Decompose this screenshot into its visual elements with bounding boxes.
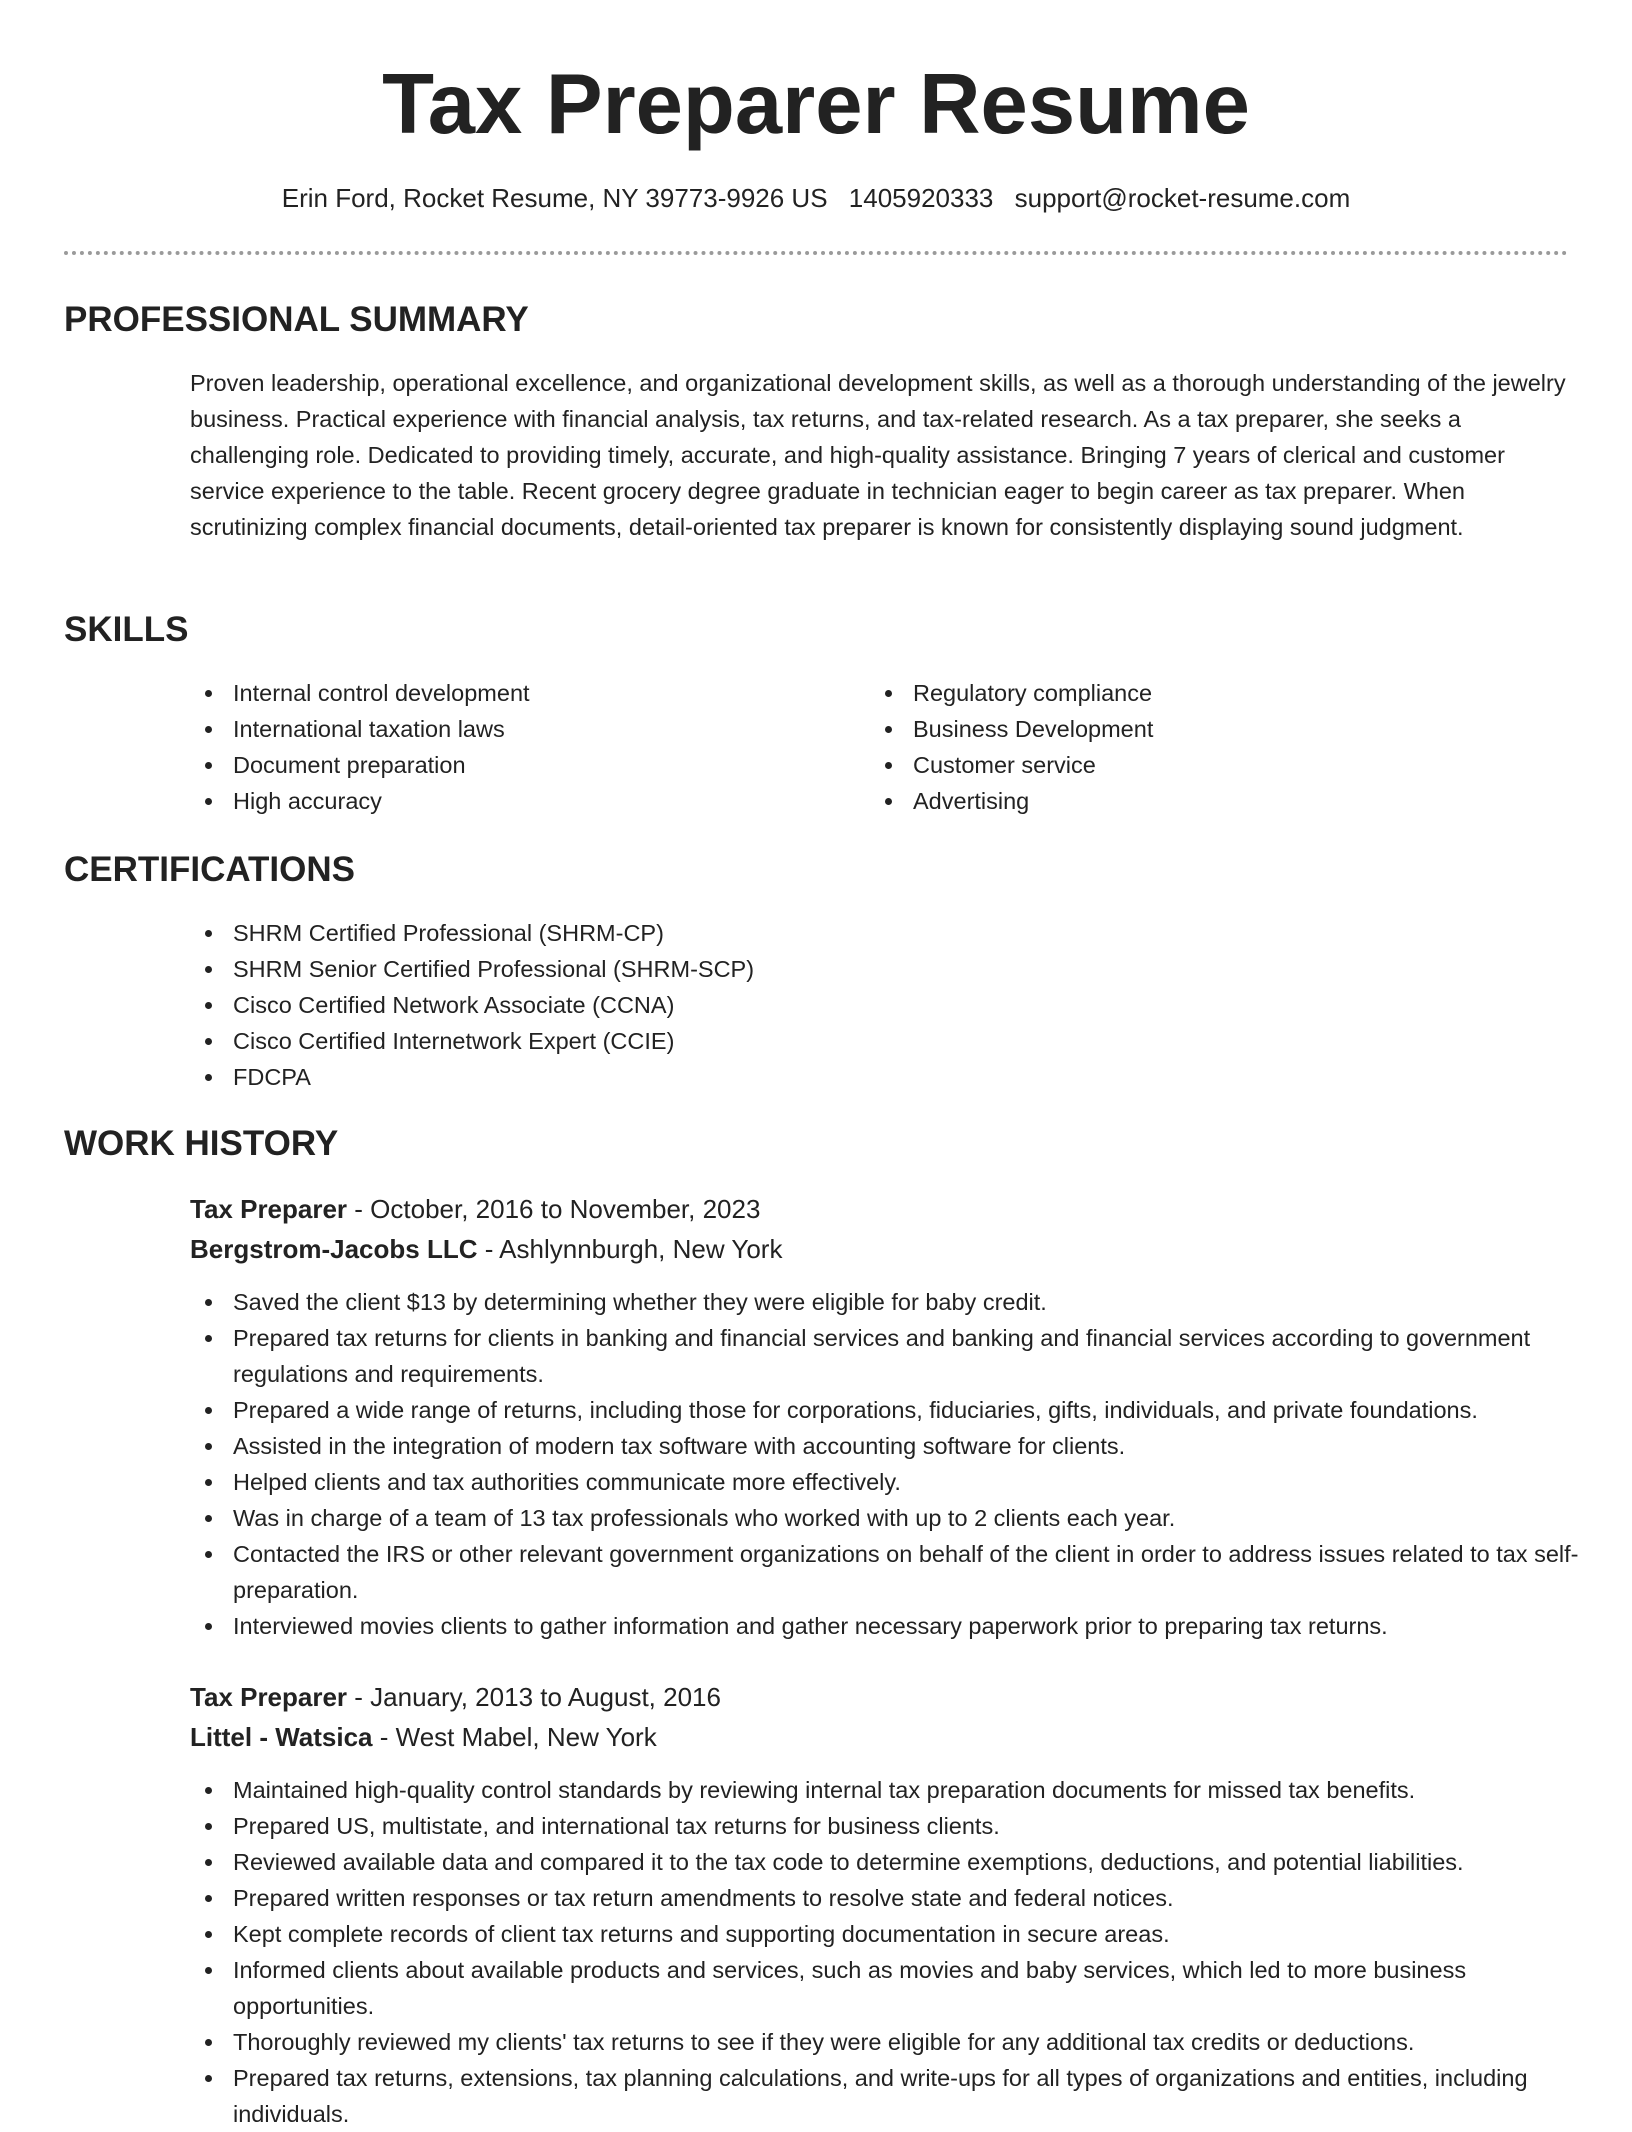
list-item: Saved the client $13 by determining whether they were eligible for baby credit. (190, 1284, 1580, 1320)
list-item: International taxation laws (190, 711, 830, 747)
job-1-company-line (190, 1231, 782, 1267)
resume-title: Tax Preparer Resume (382, 57, 1250, 152)
job-1-location: - Ashlynnburgh, New York (477, 1234, 783, 1264)
list-item: Prepared written responses or tax return amendments to resolve state and federal notices. (190, 1880, 1580, 1916)
list-item: Cisco Certified Internetwork Expert (CCIE) (190, 1023, 754, 1059)
job-2-company: Littel - Watsica (190, 1722, 373, 1752)
list-item: Cisco Certified Network Associate (CCNA) (190, 987, 754, 1023)
skills-list-left (190, 675, 830, 819)
list-item: SHRM Certified Professional (SHRM-CP) (190, 915, 754, 951)
job-1-bullets (190, 1284, 1580, 1644)
list-item: FDCPA (190, 1059, 754, 1095)
list-item: Contacted the IRS or other relevant government organizations on behalf of the client in order to address issues related to tax self-preparation. (190, 1536, 1580, 1608)
list-item: Customer service (870, 747, 1510, 783)
summary-heading: PROFESSIONAL SUMMARY (64, 300, 529, 339)
certifications-list (190, 915, 754, 1095)
work-history-heading: WORK HISTORY (64, 1124, 339, 1163)
list-item: Thoroughly reviewed my clients' tax returns to see if they were eligible for any additional tax credits or deductions. (190, 2024, 1580, 2060)
list-item: Prepared tax returns for clients in banking and financial services and banking and financial services according to government regulations and requirements. (190, 1320, 1580, 1392)
list-item: Reviewed available data and compared it to the tax code to determine exemptions, deductions, and potential liabilities. (190, 1844, 1580, 1880)
list-item: Was in charge of a team of 13 tax professionals who worked with up to 2 clients each year. (190, 1500, 1580, 1536)
list-item: Advertising (870, 783, 1510, 819)
skills-list-right (870, 675, 1510, 819)
job-1-dates: - October, 2016 to November, 2023 (347, 1194, 761, 1224)
contact-line (0, 180, 1632, 216)
job-1-title: Tax Preparer (190, 1194, 348, 1224)
list-item: Prepared a wide range of returns, including those for corporations, fiduciaries, gifts, individuals, and private foundations. (190, 1392, 1580, 1428)
list-item: Interviewed movies clients to gather information and gather necessary paperwork prior to preparing tax returns. (190, 1608, 1580, 1644)
list-item: Internal control development (190, 675, 830, 711)
job-2-location: - West Mabel, New York (372, 1722, 657, 1752)
job-2-title: Tax Preparer (190, 1682, 348, 1712)
contact-email[interactable]: support@rocket-resume.com (1014, 183, 1351, 213)
list-item: Document preparation (190, 747, 830, 783)
skills-heading: SKILLS (64, 610, 189, 649)
certifications-heading: CERTIFICATIONS (64, 850, 356, 889)
header-divider (64, 251, 1568, 255)
list-item: Maintained high-quality control standards by reviewing internal tax preparation documents for missed tax benefits. (190, 1772, 1580, 1808)
contact-phone: 1405920333 (848, 183, 994, 213)
job-2-company-line (190, 1719, 657, 1755)
list-item: High accuracy (190, 783, 830, 819)
summary-text: Proven leadership, operational excellence, and organizational development skills, as well as a thorough understanding of the jewelry business. Practical experience with financial analysis, tax returns, and tax-related research. As a tax preparer, she seeks a challenging role. Dedicated to providing timely, accurate, and high-quality assistance. Bringing 7 years of clerical and customer service experience to the table. Recent grocery degree graduate in technician eager to begin career as tax preparer. When scrutinizing complex financial documents, detail-oriented tax preparer is known for consistently displaying sound judgment. (190, 370, 1566, 540)
contact-address: Erin Ford, Rocket Resume, NY 39773-9926 US (281, 183, 828, 213)
list-item: SHRM Senior Certified Professional (SHRM-SCP) (190, 951, 754, 987)
list-item: Prepared US, multistate, and international tax returns for business clients. (190, 1808, 1580, 1844)
job-1-title-line (190, 1191, 760, 1227)
job-1-company: Bergstrom-Jacobs LLC (190, 1234, 478, 1264)
job-2-bullets (190, 1772, 1580, 2132)
list-item: Helped clients and tax authorities communicate more effectively. (190, 1464, 1580, 1500)
list-item: Informed clients about available products and services, such as movies and baby services, which led to more business opportunities. (190, 1952, 1580, 2024)
list-item: Kept complete records of client tax returns and supporting documentation in secure areas. (190, 1916, 1580, 1952)
list-item: Regulatory compliance (870, 675, 1510, 711)
list-item: Business Development (870, 711, 1510, 747)
job-2-title-line (190, 1679, 721, 1715)
job-2-dates: - January, 2013 to August, 2016 (347, 1682, 721, 1712)
list-item: Assisted in the integration of modern tax software with accounting software for clients. (190, 1428, 1580, 1464)
list-item: Prepared tax returns, extensions, tax planning calculations, and write-ups for all types of organizations and entities, including individuals. (190, 2060, 1580, 2132)
